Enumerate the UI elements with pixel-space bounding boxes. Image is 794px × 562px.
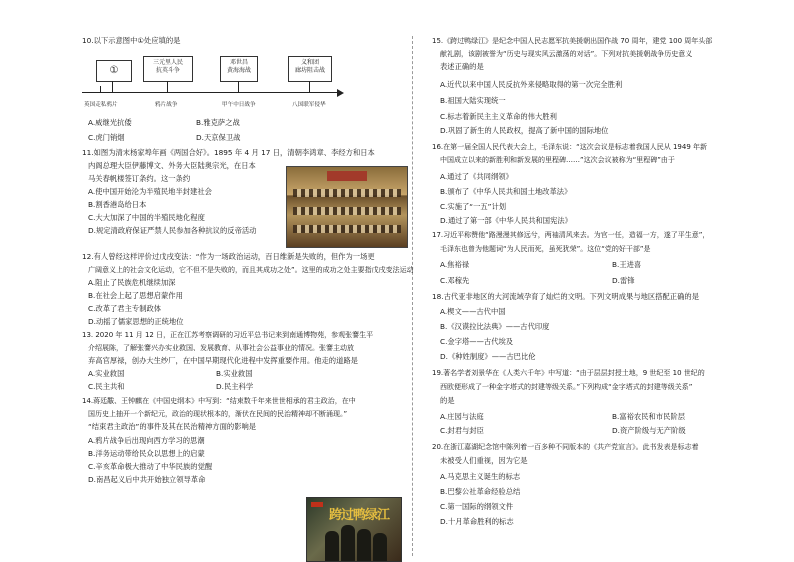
q10-stem: 10.以下示意图中①处应填的是 xyxy=(82,36,181,45)
q16-option-a: A.通过了《共同纲领》 xyxy=(440,172,513,181)
q17-option-b: B.王进喜 xyxy=(612,260,642,269)
connector-1 xyxy=(112,81,113,92)
timeline-label-3: 甲午中日战争 xyxy=(222,102,256,108)
q18-stem: 18.古代亚非地区的大河流域孕育了灿烂的文明。下列文明成果与地区搭配正确的是 xyxy=(432,292,699,301)
q11-stem-line-3: 马关春帆楼签订条约。这一条约 xyxy=(88,174,191,183)
q10-option-d: D.天京保卫战 xyxy=(196,133,241,142)
timeline-box-2: 三元里人民 抗英斗争 xyxy=(143,56,193,82)
q18-option-d: D.《种姓制度》——古巴比伦 xyxy=(440,352,536,361)
q10-option-b: B.雅克萨之战 xyxy=(196,118,240,127)
q14-option-d: D.南昌起义后中共开始独立领导革命 xyxy=(88,475,206,484)
timeline-axis xyxy=(82,92,338,93)
q16-option-c: C.实施了“一五”计划 xyxy=(440,202,507,211)
timeline-arrow-icon xyxy=(337,89,344,97)
q17-option-a: A.焦裕禄 xyxy=(440,260,470,269)
q11-option-d: D.规定清政府保证严禁人民参加各种抗议的反帝活动 xyxy=(88,226,257,235)
timeline-label-2: 鸦片战争 xyxy=(155,102,178,108)
q17-option-d: D.雷锋 xyxy=(612,276,635,285)
timeline-tick xyxy=(238,86,239,93)
q12-stem-line-2: 广阔意义上的社会文化运动，它不但不是失败的，而且其成功之处”。这里的成功之处主要指戊戌变法运动 xyxy=(88,266,414,274)
q12-option-a: A.阻止了民族危机继续加深 xyxy=(88,278,176,287)
q15-option-d: D.巩固了新生的人民政权，提高了新中国的国际地位 xyxy=(440,126,609,135)
q19-stem-line-3: 的是 xyxy=(440,396,455,405)
q17-stem-line-2: 毛泽东也曾为他题词“为人民而死，虽死犹荣”。这位“党的好干部”是 xyxy=(440,245,651,253)
q14-option-a: A.鸦片战争后出现向西方学习的思潮 xyxy=(88,436,205,445)
q20-option-c: C.第一国际的纲领文件 xyxy=(440,502,514,511)
q11-option-a: A.使中国开始沦为半殖民地半封建社会 xyxy=(88,187,212,196)
q20-stem-line-2: 未被受人们重视，因为它是 xyxy=(440,456,528,465)
q13-stem-line-3: 弃高官厚禄，创办大生纱厂，在中国早期现代化进程中发挥重要作用。他走的道路是 xyxy=(88,356,358,365)
q19-stem-line-1: 19.著名学者刘景华在《人类六千年》中写道：“由于层层封授土地，9 世纪至 10 世纪的 xyxy=(432,369,705,377)
q13-stem-line-1: 13. 2020 年 11 月 12 日，正在江苏考察调研的习近平总书记来到南通博物苑，参观张謇生平 xyxy=(82,331,374,339)
q15-stem-line-3: 表述正确的是 xyxy=(440,62,484,71)
q15-stem-line-2: 献礼剧，该剧被誉为“历史与现实风云激荡的对话”。下列对抗美援朝战争历史意义 xyxy=(440,50,693,58)
q19-option-a: A.庄园与法庭 xyxy=(440,412,484,421)
timeline-tick xyxy=(167,86,168,93)
q12-option-d: D.动摇了儒家思想的正统地位 xyxy=(88,317,184,326)
q16-stem-line-1: 16.在第一届全国人民代表大会上，毛泽东说：“这次会议是标志着我国人民从 1949 年新 xyxy=(432,143,708,151)
q16-option-b: B.颁布了《中华人民共和国土地改革法》 xyxy=(440,187,572,196)
q13-option-d: D.民主科学 xyxy=(216,382,254,391)
q12-option-b: B.在社会上起了思想启蒙作用 xyxy=(88,291,183,300)
q20-option-b: B.巴黎公社革命经验总结 xyxy=(440,487,521,496)
q19-option-b: B.富裕农民和市民阶层 xyxy=(612,412,685,421)
q15-option-b: B.祖国大陆实现统一 xyxy=(440,96,506,105)
q12-stem-line-1: 12.有人曾经这样评价过戊戌变法：“作为一场政治运动，百日维新是失败的，但作为一场更 xyxy=(82,252,375,261)
q10-option-a: A.威继光抗倭 xyxy=(88,118,132,127)
q11-option-b: B.割香港岛给日本 xyxy=(88,200,147,209)
q15-option-c: C.标志着新民主主义革命的伟大胜利 xyxy=(440,112,557,121)
q12-option-c: C.改革了君主专制政体 xyxy=(88,304,162,313)
q11-stem-line-2: 内阁总理大臣伊藤博文、外务大臣陆奥宗光，在日本 xyxy=(88,161,256,170)
q20-stem-line-1: 20.在浙江嘉湖纪念馆中陈列着一百多种不同版本的《共产党宣言》。此书发表是标志着 xyxy=(432,443,699,451)
q16-stem-line-2: 中国成立以来的新胜利和新发展的里程碑……”这次会议被称为“里程碑”由于 xyxy=(440,156,675,164)
q20-option-a: A.马克思主义诞生的标志 xyxy=(440,472,521,481)
q19-stem-line-2: 西欧便形成了一种金字塔式的封建等级关系。”下列构成“金字塔式的封建等级关系” xyxy=(440,383,693,391)
q20-option-d: D.十月革命胜利的标志 xyxy=(440,517,514,526)
timeline-box-4: 义和团 廊坊阻击战 xyxy=(288,56,332,82)
q14-option-c: C.辛亥革命极大推动了中华民族的觉醒 xyxy=(88,462,213,471)
timeline-tick xyxy=(309,86,310,93)
timeline-label-4: 八国联军侵华 xyxy=(292,102,326,108)
q19-option-d: D.资产阶级与无产阶级 xyxy=(612,426,686,435)
q13-stem-line-2: 介绍展陈，了解张謇兴办实业救国、发展教育、从事社会公益事业的情况。张謇主动放 xyxy=(88,344,354,352)
q18-option-b: B.《汉谟拉比法典》——古代印度 xyxy=(440,322,550,331)
column-divider xyxy=(412,36,414,556)
drama-poster-image xyxy=(306,497,402,562)
new-year-painting-image xyxy=(286,166,408,248)
poster-title: 跨过鸭绿江 xyxy=(329,508,390,523)
q10-option-c: C.虎门销烟 xyxy=(88,133,125,142)
q15-option-a: A.近代以来中国人民反抗外来侵略取得的第一次完全胜利 xyxy=(440,80,623,89)
q18-option-a: A.楔文——古代中国 xyxy=(440,307,506,316)
q13-option-b: B.实业救国 xyxy=(216,369,253,378)
q14-option-b: B.洋务运动带给民众以思想上的启蒙 xyxy=(88,449,205,458)
timeline-tick xyxy=(100,86,101,93)
q13-option-a: A.实业救国 xyxy=(88,369,125,378)
q11-option-c: C.大大加深了中国的半殖民地化程度 xyxy=(88,213,205,222)
q18-option-c: C.金字塔——古代埃及 xyxy=(440,337,514,346)
q17-stem-line-1: 17.习近平称赞他“路漫漫其修远兮，两袖清风来去。为官一任，造福一方，遂了平生意”， xyxy=(432,231,710,239)
q11-stem-line-1: 11.如图为清末杨家埠年画《两国合好》。1895 年 4 月 17 日，清朝李鸿章、李经方和日本 xyxy=(82,148,375,157)
q14-stem-line-1: 14.蒋廷黻、王钟麒在《中国史纲本》中写到：“结束数千年来世世相承的君主政治，在中 xyxy=(82,397,356,405)
q17-option-c: C.邓稼先 xyxy=(440,276,470,285)
q14-stem-line-2: 国历史上抽开一个新纪元，政治的现状根本的，渐伏在民间的民治精神却不断涌现。” xyxy=(88,410,348,418)
timeline-box-3: 邓世昌 黄海海战 xyxy=(220,56,258,82)
q16-option-d: D.通过了第一部《中华人民共和国宪法》 xyxy=(440,216,572,225)
timeline-label-1: 英国走私鸦片 xyxy=(84,102,118,108)
q13-option-c: C.民主共和 xyxy=(88,382,125,391)
timeline-box-1: ① xyxy=(96,60,132,82)
q19-option-c: C.封君与封臣 xyxy=(440,426,484,435)
q15-stem-line-1: 15.《跨过鸭绿江》是纪念中国人民志愿军抗美援朝出国作战 70 周年，建党 100 周年头部 xyxy=(432,37,713,45)
q14-stem-line-3: “结束君主政治”的事件及其在民治精神方面的影响是 xyxy=(88,422,257,431)
